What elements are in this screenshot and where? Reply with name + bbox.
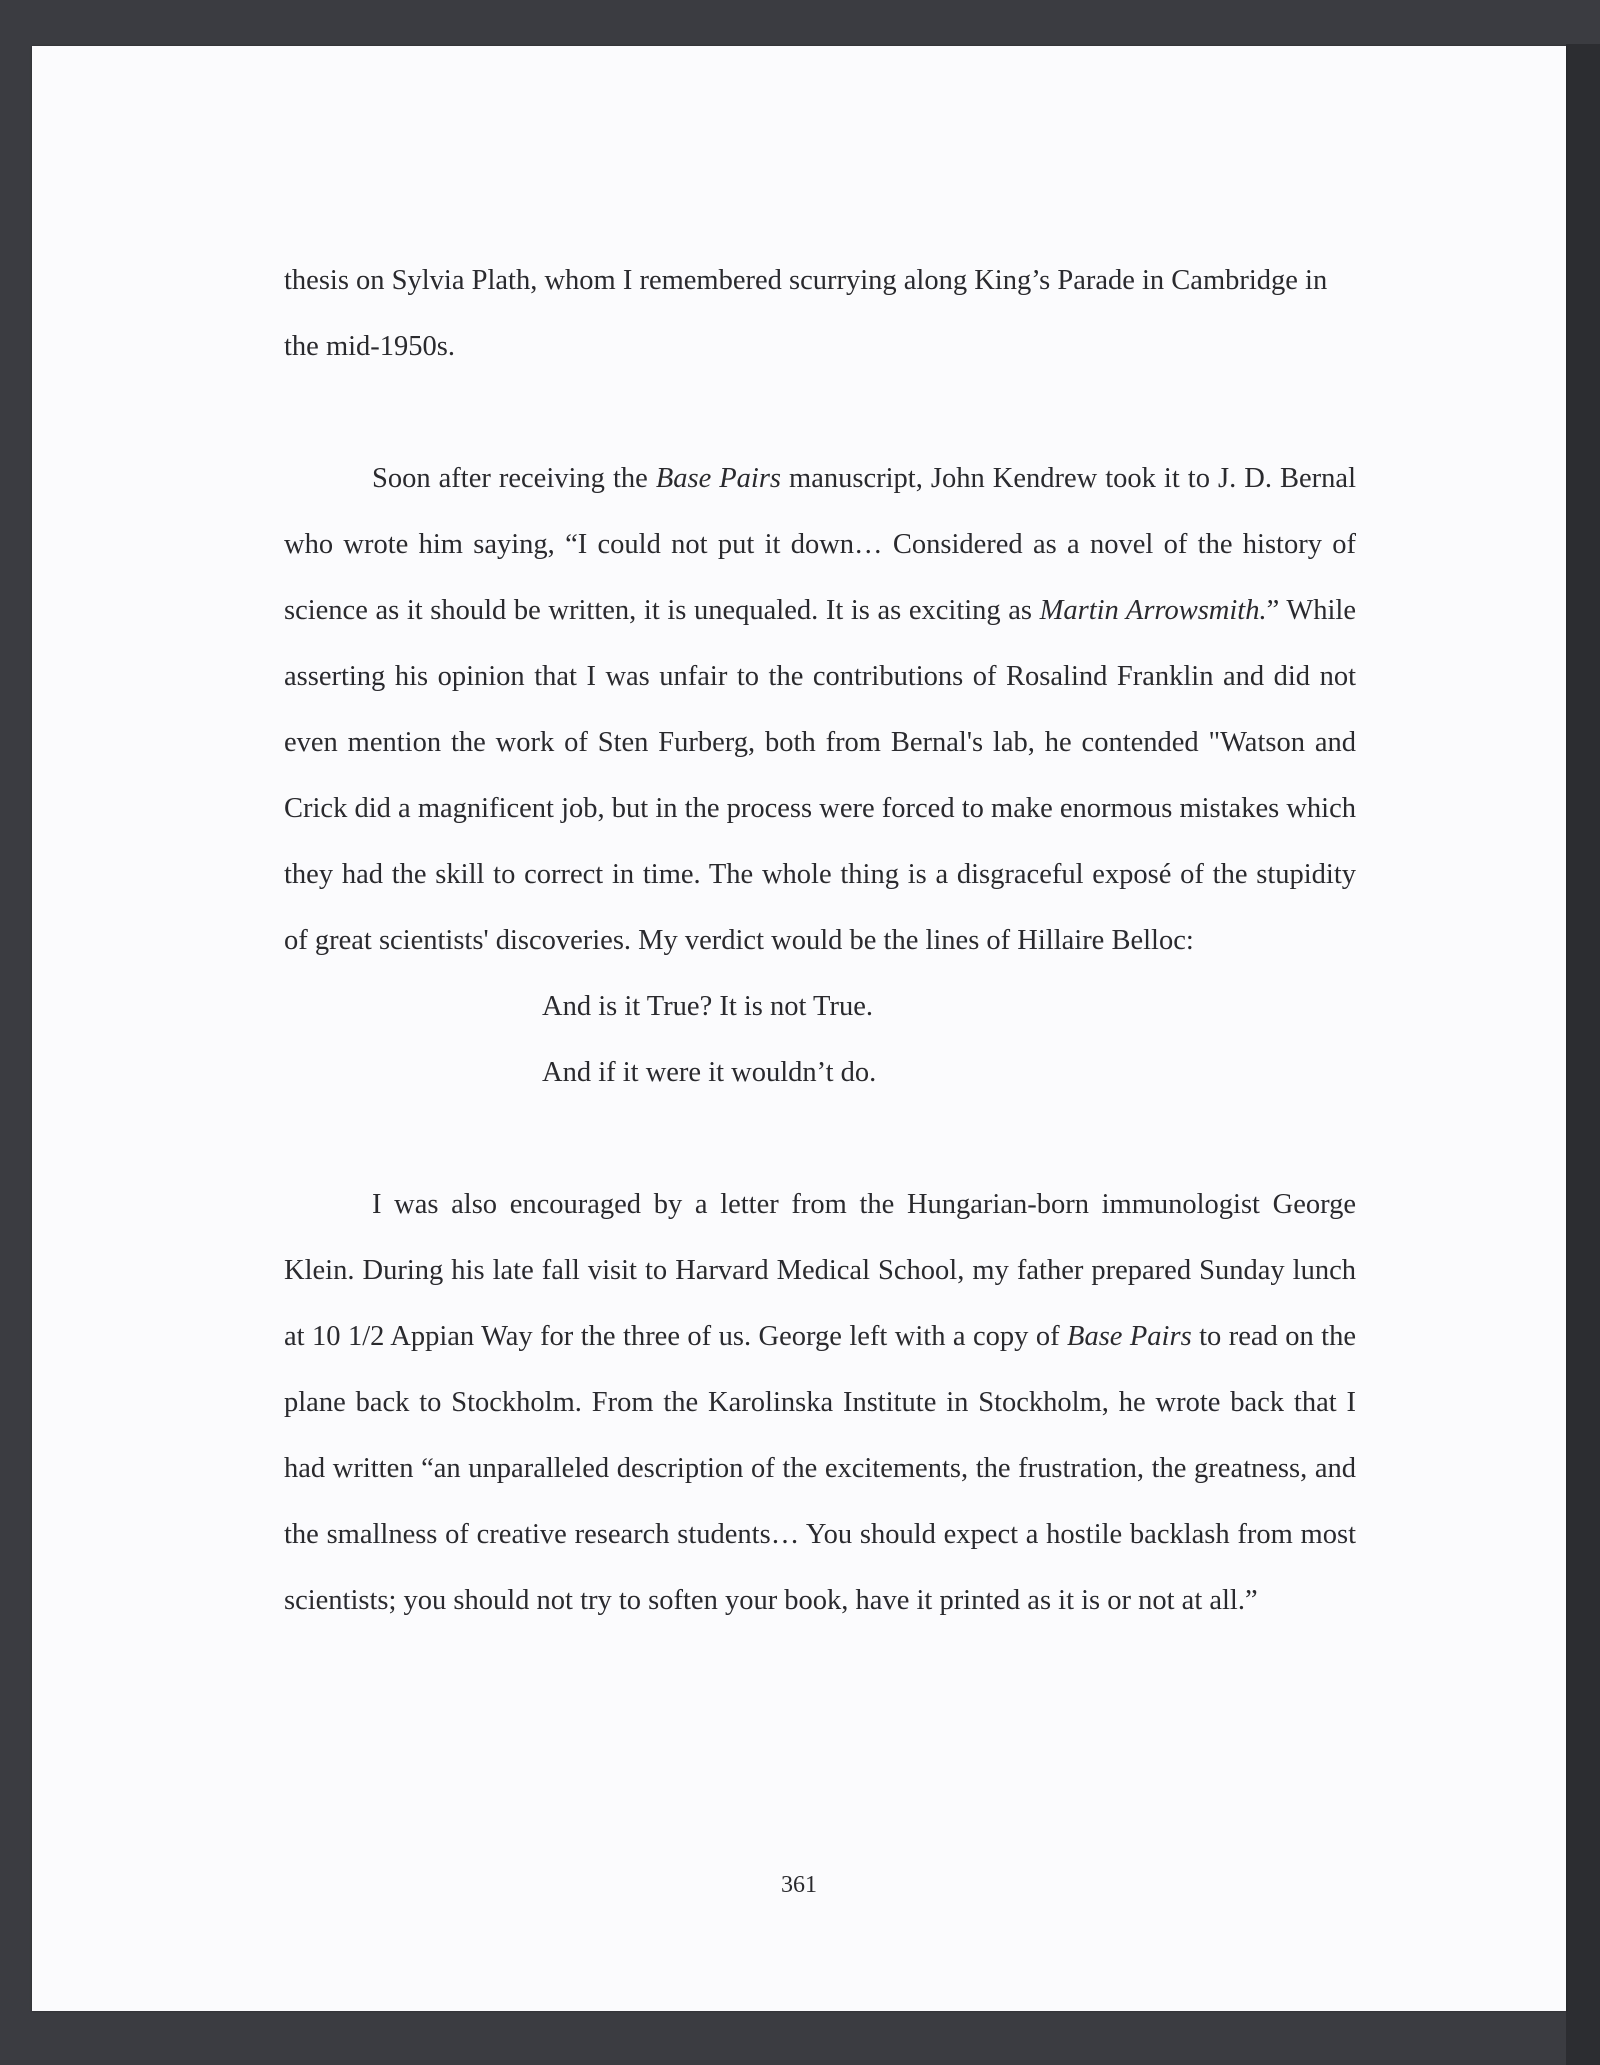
paragraph-klein [284,1172,1356,1634]
text-run: manuscript, John Kendrew took it to J. D. Bernal who wrote him saying, “I could not put it down… Considered as a novel of the history of science as it should be written, it is unequaled. It is as exciting as [284,463,1356,626]
text-run: I was also encouraged by a letter from the Hungarian-born immunologist George Klein. During his late fall visit to Harvard Medical School, my father prepared Sunday lunch at 10 1/2 Appian Way for the three of us. George left with a copy of [284,1189,1356,1352]
verse-line: And is it True? It is not True. [542,991,873,1022]
scan-background-edge [1566,44,1600,2065]
book-title-martin-arrowsmith: Martin Arrowsmith. [1039,595,1267,626]
text-run: to read on the plane back to Stockholm. From the Karolinska Institute in Stockholm, he wrote back that I had written “an unparalleled description of the excitements, the frustration, the greatness, and the smallness of creative research students… You should expect a hostile backlash from most scientists; you should not try to soften your book, have it printed as it is or not at all.” [284,1321,1357,1616]
book-title-base-pairs: Base Pairs [655,463,782,494]
text-run: thesis on Sylvia Plath, whom I remembered scurrying along King’s Parade in Cambridge in the mid-1950s. [284,265,1328,362]
verse-line: And if it were it wouldn’t do. [542,1057,877,1088]
document-page [32,46,1566,2011]
page-number: 361 [781,1872,817,1898]
body-text [284,248,1356,1634]
verse-quote [284,974,1356,1106]
paragraph-bernal [284,446,1356,974]
text-run: ” While asserting his opinion that I was unfair to the contributions of Rosalind Franklin and did not even mention the work of Sten Furberg, both from Bernal's lab, he contended "Watson and Crick did a magnificent job, but in the process were forced to make enormous mistakes which they had the skill to correct in time. The whole thing is a disgraceful exposé of the stupidity of great scientists' discoveries. My verdict would be the lines of Hillaire Belloc: [284,595,1356,956]
book-title-base-pairs: Base Pairs [1067,1321,1192,1352]
paragraph-continuation [284,248,1356,380]
text-run: Soon after receiving the [372,463,656,494]
